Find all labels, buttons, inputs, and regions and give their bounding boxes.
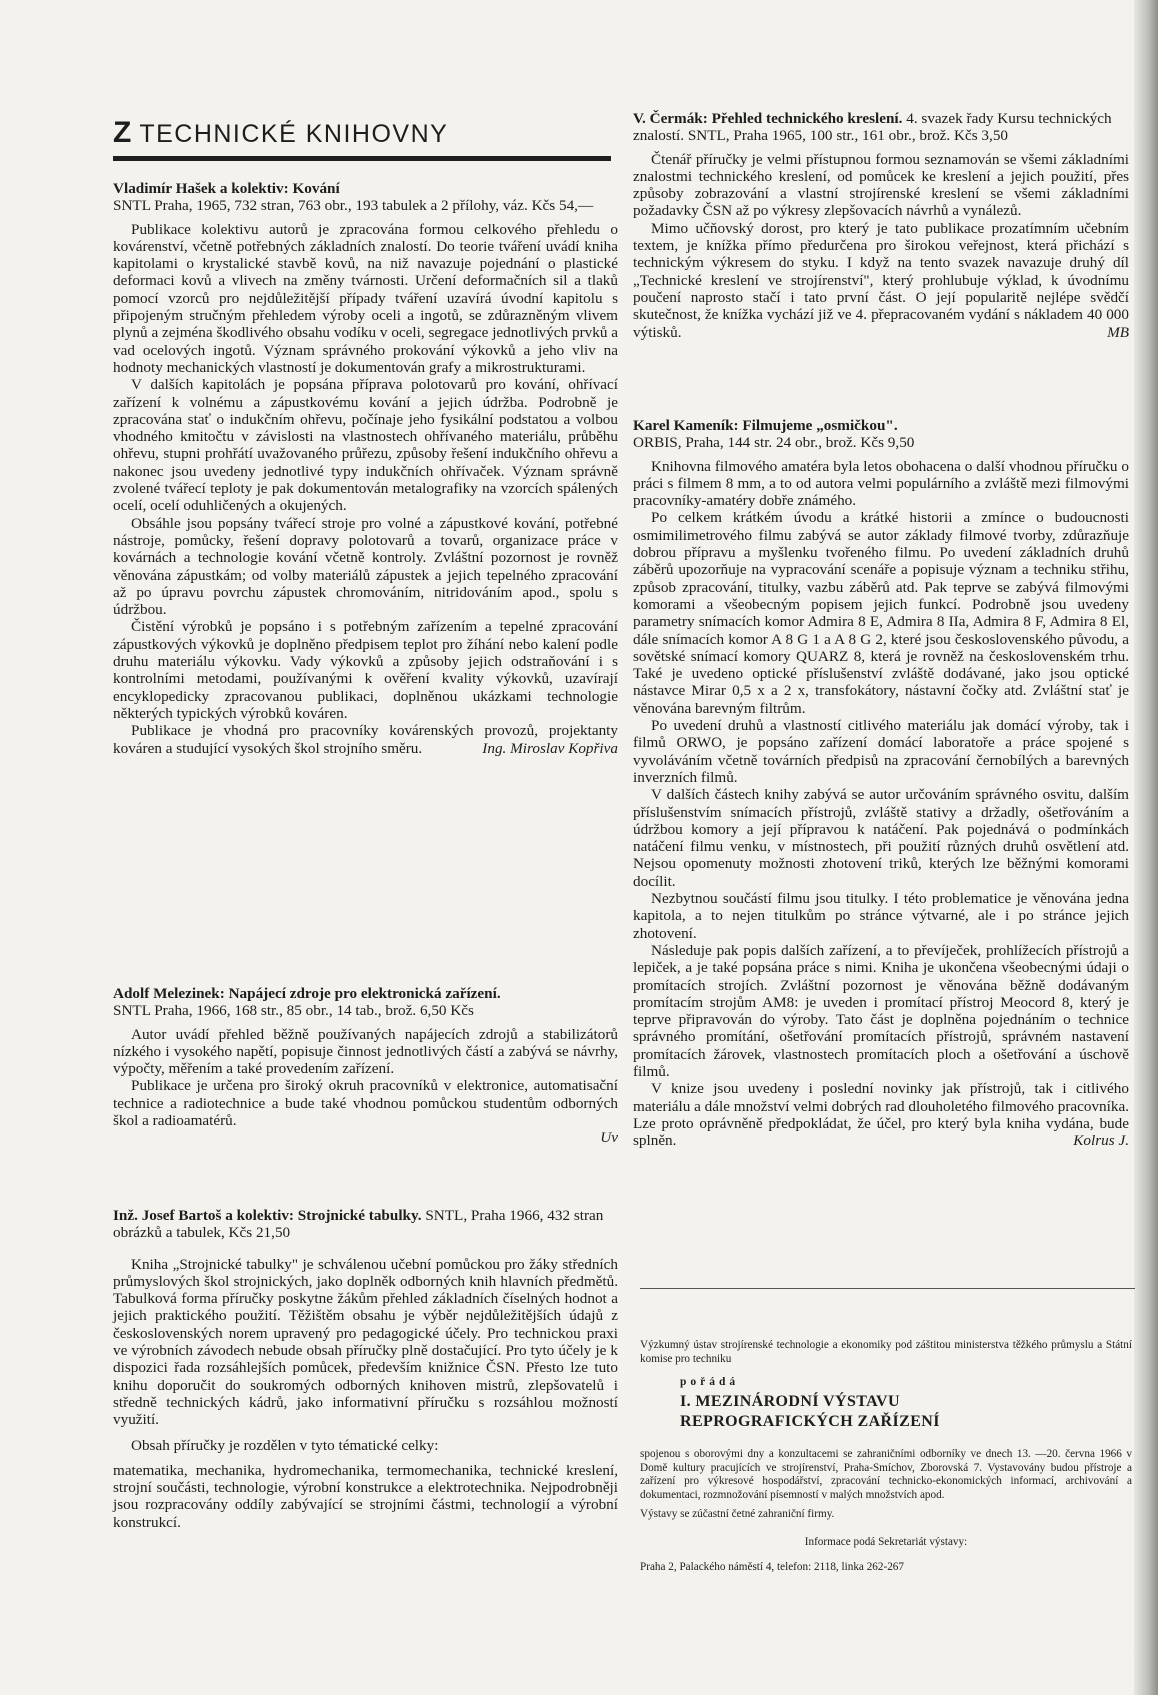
paragraph: Publikace je určena pro široký okruh pracovníků v elektronice, automatisační technice a radiotechnice a bude také vhodnou pomůckou studentům odborných škol a radioamatérů. bbox=[113, 1077, 618, 1130]
reviewer-signature: MB bbox=[1107, 323, 1129, 341]
paragraph: Obsáhle jsou popsány tvářecí stroje pro volné a zápustkové kování, potřebné nástroje, pomůcky, řešení dopravy polotovarů a tovarů, organizace práce v kovárnách a technologie kování včetně kontroly. Zvláštní pozornost je rovněž věnována zápustkám; od volby materiálů zápustek a jejich tepelného zpracování až po úpravu povrchu zápustek chromováním, nitridováním apod., spolu s údržbou. bbox=[113, 514, 618, 619]
paragraph: Publikace kolektivu autorů je zpracována formou celkového přehledu o kovárenství, včetně potřebných základních znalostí. Do teorie tváření uvádí kniha kapitolami o krystalické stavbě kovů, na niž navazuje pojednání o plastické deformaci kovů a vlivech na změny tvárnosti. Určení deformačních sil a tlaků pomocí vzorců pro nejdůležitější případy tváření uzavírá úvodní kapitolu s připojeným stručným přehledem výroby oceli a ingotů, se zdůrazněným vlivem plynů a zejména škodlivého obsahu vodíku v oceli, segregace jednotlivých prvků a vad ocelových ingotů. Význam správného prokování výkovků a jeho vliv na hodnoty mechanických vlastností je dokumentován grafy a mikrostrukturami. bbox=[113, 220, 618, 376]
paragraph: Následuje pak popis dalších zařízení, a to převíječek, prohlížecích přístrojů a lepiček, a je také popsána práce s nimi. Kniha je ukončena všeobecnými údaji o promítacích strojích. Zvláštní pozornost je věnována běžně dodávaným promítacím strojům AM8: je uveden i promítací přístroj Meocord 8, který je teprve připravován do výroby. Tato část je doplněna pojednáním o technice správného promítání, ošetřování promítacích přístrojů, správném nastavení promítacích žárovek, vlastnostech promítacích ploch a ošetřování a úschově filmů. bbox=[633, 941, 1129, 1080]
section-title-initial: Z bbox=[113, 116, 132, 149]
paragraph-last: V knize jsou uvedeny i poslední novinky jak přístrojů, tak i citlivého materiálu a dále množství velmi dobrých rad dlouholetého filmového pracovníka. Lze proto oprávněně předpokládat, že účel, pro který byla kniha vydána, bude splněn. Kolrus J. bbox=[633, 1080, 1129, 1150]
notice-event-line1: I. MEZINÁRODNÍ VÝSTAVU bbox=[680, 1393, 900, 1410]
review-author: Karel Kameník: Filmujeme „osmičkou". bbox=[633, 417, 898, 434]
title-rule bbox=[113, 156, 611, 161]
review-napajeci-zdroje bbox=[113, 985, 618, 1147]
review-author: Vladimír Hašek a kolektiv: Kování bbox=[113, 180, 340, 197]
paragraph: Po celkem krátkém úvodu a krátké historii a zmínce o budoucnosti osmimilimetrového filmu zabývá se autor základy filmové tvorby, zdůrazňuje dobrou přípravu a myšlenku tvořeného filmu. Po uvedení základních druhů záběrů upozorňuje na vypracování scenáře a popisuje význam a techniku střihu, způsob zpracování, titulky, vazbu záběrů atd. Pak teprve se zabývá filmovými komorami a všeobecným popisem jejich funkcí. Podrobně jsou uvedeny parametry snímacích komor Admira 8 E, Admira 8 IIa, Admira 8 F, Admira 8 El, dále snímacích komor A 8 G 1 a A 8 G 2, které jsou československého původu, a sovětské snímací komory QUARZ 8, která je rovněž na československém trhu. Také je uvedeno optické příslušenství zvláště dodávané, jako jsou optické nástavce Mirar 0,5 x a 2 x, transfokátory, nástavní čočky atd. Zvláštní stať je věnována barevným filtrům. bbox=[633, 509, 1129, 717]
review-header: V. Čermák: Přehled technického kreslení. 4. svazek řady Kursu technických znalostí. SNTL, Praha 1965, 100 str., 161 obr., brož. Kčs 3,50 bbox=[633, 110, 1112, 145]
notice-organizer: Výzkumný ústav strojírenské technologie a ekonomiky pod záštitou ministerstva těžkého průmyslu a Státní komise pro techniku bbox=[640, 1339, 1132, 1365]
section-title bbox=[113, 116, 448, 150]
notice-invite: Výstavy se zúčastní četné zahraniční firmy. bbox=[640, 1508, 835, 1520]
review-technicke-kresleni bbox=[633, 110, 1129, 341]
exhibition-notice bbox=[640, 1339, 1132, 1575]
review-header: Inž. Josef Bartoš a kolektiv: Strojnické tabulky. SNTL, Praha 1966, 432 stran obrázků a tabulek, Kčs 21,50 bbox=[113, 1207, 604, 1242]
paragraph-last: Mimo učňovský dorost, pro který je tato publikace prozatímním učebním textem, je knížka přímo předurčena pro širokou veřejnost, která přichází s technickým výkresem do styku. I když na tento svazek navazuje druhý díl „Technické kreslení ve strojírenství", který prohlubuje výklad, k úvodnímu poučení naprosto stačí i tato první část. O její popularitě nejlépe svědčí skutečnost, že knížka vychází již ve 4. přepracovaném vydání s nákladem 40 000 výtisků. MB bbox=[633, 219, 1129, 341]
paragraph: Obsah příručky je rozdělen v tyto tématické celky: bbox=[131, 1436, 439, 1454]
paragraph: V dalších kapitolách je popsána příprava polotovarů pro kování, ohřívací zařízení k volnému a zápustkovému kování a jejich údržba. Podrobně je zpracována stať o indukčním ohřevu, počínaje jeho fysikální podstatou a volbou vhodného kmitočtu v závislosti na vlastnostech ohřívaného materiálu, průběhu ohřevu, stupni prohřátí uvažovaného průřezu, způsoby řešení indukčního ohřevu a nakonec jsou uvedeny jednotlivé typy indukčních ohřívaček. Význam správně zvolené tvářecí teploty je pak dokumentován metalografiky na vzorcích spálených ocelí, ocelí oduhličených a okujených. bbox=[113, 376, 618, 515]
review-strojnicke-tabulky bbox=[113, 1207, 618, 1531]
paragraph: Knihovna filmového amatéra byla letos obohacena o další vhodnou příručku o práci s filmem 8 mm, a to od autora velmi populárního a zvláště mezi filmovými pracovníky-amatéry dobře známého. bbox=[633, 457, 1129, 510]
paragraph: Čtenář příručky je velmi přístupnou formou seznamován se všemi základními znalostmi technického kreslení, od pomůcek ke kreslení a jejich použití, přes způsoby zobrazování a vlastní strojírenské kreslení se všemi základními požadavky ČSN až po výkresy zlepšovacích návrhů a vynálezů. bbox=[633, 150, 1129, 220]
review-meta: SNTL Praha, 1966, 168 str., 85 obr., 14 tab., brož. 6,50 Kčs bbox=[113, 1002, 474, 1020]
reviewer-signature: Kolrus J. bbox=[1073, 1132, 1129, 1150]
notice-event-line2: REPROGRAFICKÝCH ZAŘÍZENÍ bbox=[680, 1413, 940, 1430]
paragraph: Kniha „Strojnické tabulky" je schválenou učební pomůckou pro žáky středních průmyslových škol strojnických, jako doplněk odborných knih hlavních předmětů. Tabulková forma příručky poskytne žákům přehled základních číselných hodnot a jejich praktického použití. Těžištěm obsahu je výběr nejdůležitějších údajů z československých norem upravený pro pedagogické účely. Pro technickou praxi ve výrobních závodech nebude obsah příručky plně dostačující. Pro tyto účely je k dispozici řada rozsáhlejších pomůcek, především knižnice ČSN. Přesto lze tuto knihu doporučit do soukromých odborných knihoven mistrů, zlepšovatelů i středně technických kádrů, jako informativní příručku s rozsáhlou možností využití. bbox=[113, 1255, 618, 1429]
review-meta: SNTL Praha, 1965, 732 stran, 763 obr., 193 tabulek a 2 přílohy, váz. Kčs 54,— bbox=[113, 197, 594, 215]
reviewer-signature: Ing. Miroslav Kopřiva bbox=[482, 739, 618, 757]
reviewer-signature: Uv bbox=[600, 1129, 618, 1147]
section-title-text: TECHNICKÉ KNIHOVNY bbox=[131, 120, 449, 148]
review-author: Adolf Melezinek: Napájecí zdroje pro elektronická zařízení. bbox=[113, 985, 501, 1002]
notice-organizes: pořádá bbox=[680, 1376, 740, 1388]
paragraph-last: Publikace je vhodná pro pracovníky kovárenských provozů, projektanty kováren a studující vysokých škol strojního směru. Ing. Miroslav Kopřiva bbox=[113, 722, 618, 757]
notice-divider bbox=[640, 1288, 1135, 1289]
review-kovani bbox=[113, 180, 618, 757]
paragraph: Nezbytnou součástí filmu jsou titulky. I této problematice je věnována jedna kapitola, a to nejen titulkům po stránce výtvarné, ale i po stránce jejich zhotovení. bbox=[633, 890, 1129, 942]
paragraph: Autor uvádí přehled běžně používaných napájecích zdrojů a stabilizátorů nízkého i vysokého napětí, popisuje činnost jednotlivých částí a zabývá se návrhy, výpočty, měřením a také provedením zařízení. bbox=[113, 1025, 618, 1078]
review-filmujeme-osmickou bbox=[633, 417, 1129, 1149]
page-edge-shadow bbox=[1134, 0, 1158, 1695]
review-meta: ORBIS, Praha, 144 str. 24 obr., brož. Kčs 9,50 bbox=[633, 434, 915, 452]
notice-info: Informace podá Sekretariát výstavy: bbox=[804, 1535, 968, 1548]
notice-address: Praha 2, Palackého náměstí 4, telefon: 2118, linka 262-267 bbox=[640, 1561, 904, 1573]
notice-details: spojenou s oborovými dny a konzultacemi se zahraničními odborníky ve dnech 13. —20. června 1966 v Domě kultury pracujících ve strojírenství, Praha-Smíchov, Zborovská 7. Vystavovány budou přístroje a zařízení pro výkresové hospodářství, zpracování technicko-ekonomických informací, archivování a dokumentaci, rozmnožování písemností v malých množstvích apod. bbox=[640, 1448, 1132, 1501]
paragraph: Po uvedení druhů a vlastností citlivého materiálu jak domácí výroby, tak i filmů ORWO, je popsáno zařízení domácí laboratoře a práce spojené s vyvoláváním včetně továrních předpisů na zpracování černobílých a barevných inverzních filmů. bbox=[633, 717, 1129, 786]
paragraph: V dalších částech knihy zabývá se autor určováním správného osvitu, dalším příslušenstvím snímacích přístrojů, zvláště stativy a držadly, ošetřováním a údržbou komory a její přípravou k natáčení. Pak pojednává o podmínkách natáčení filmu venku, v místnostech, při použití různých druhů osvětlení atd. Nejsou opomenuty možnosti zhotovení triků, kterých lze běžnými komorami docílit. bbox=[633, 786, 1129, 890]
paragraph: matematika, mechanika, hydromechanika, termomechanika, technické kreslení, strojní součásti, technologie, výrobní konstrukce a elektrotechnika. Nejpodrobněji jsou rozpracovány oddíly zabývající se strojními částmi, technologií a výrobní konstrukcí. bbox=[113, 1461, 618, 1531]
paragraph: Čistění výrobků je popsáno i s potřebným zařízením a tepelné zpracování zápustkových výkovků je doplněno předpisem teplot pro žíhání nebo kalení podle druhu materiálu výkovku. Vady výkovků a způsoby jejich odstraňování i s kontrolními metodami, používanými k ověření kvality výkovků, uzavírají encyklopedicky zpracovanou publikaci, doplněnou ukázkami technologie některých typických výrobků kováren. bbox=[113, 618, 618, 722]
